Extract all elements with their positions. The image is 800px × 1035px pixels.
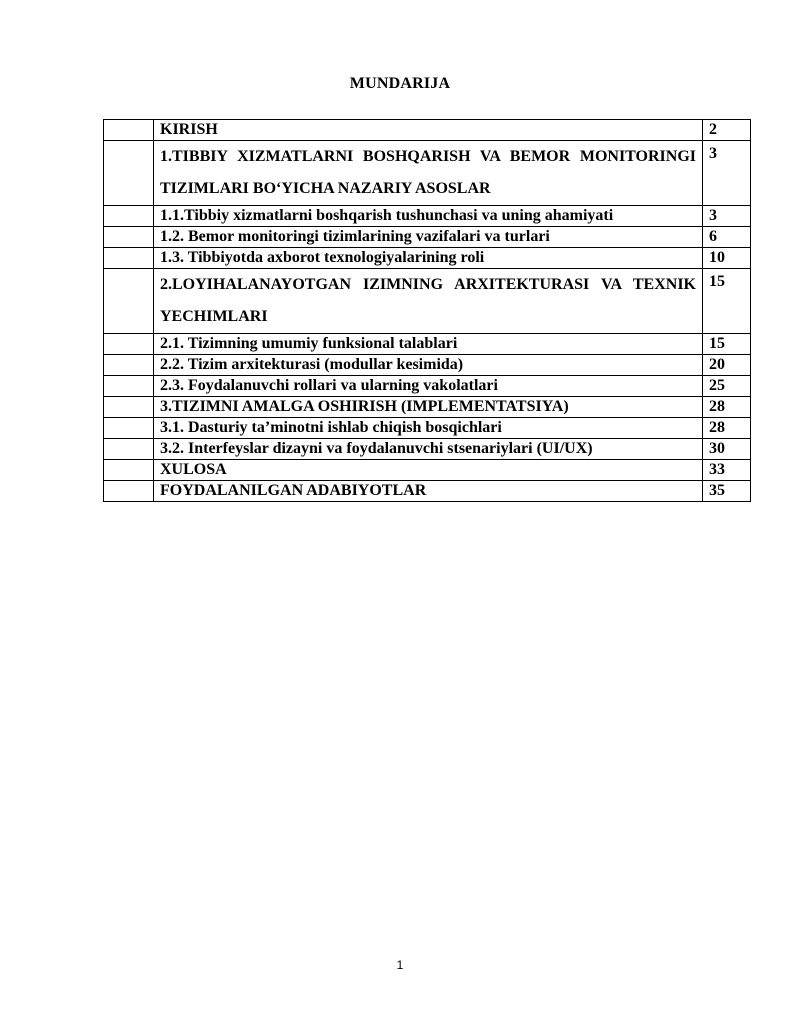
- toc-entry-page: 3: [703, 141, 751, 206]
- toc-entry-title: 1.TIBBIY XIZMATLARNI BOSHQARISH VA BEMOR MONITORINGI TIZIMLARI BO‘YICHA NAZARIY ASOSLAR: [154, 141, 703, 206]
- page-number: 1: [396, 958, 404, 972]
- toc-entry-title: FOYDALANILGAN ADABIYOTLAR: [154, 481, 703, 502]
- toc-blank-cell: [104, 460, 154, 481]
- toc-row: [104, 460, 751, 481]
- toc-entry-page: 15: [703, 269, 751, 334]
- toc-entry-title: 3.2. Interfeyslar dizayni va foydalanuvchi stsenariylari (UI/UX): [154, 439, 703, 460]
- table-of-contents: [103, 119, 751, 502]
- toc-row: [104, 334, 751, 355]
- toc-entry-title: XULOSA: [154, 460, 703, 481]
- toc-entry-title: 2.1. Tizimning umumiy funksional talablari: [154, 334, 703, 355]
- toc-row: [104, 248, 751, 269]
- toc-blank-cell: [104, 120, 154, 141]
- toc-entry-title: 2.2. Tizim arxitekturasi (modullar kesimida): [154, 355, 703, 376]
- toc-entry-title: 2.LOYIHALANAYOTGAN IZIMNING ARXITEKTURASI VA TEXNIK YECHIMLARI: [154, 269, 703, 334]
- toc-row: [104, 269, 751, 334]
- toc-blank-cell: [104, 397, 154, 418]
- toc-entry-page: 10: [703, 248, 751, 269]
- toc-row: [104, 439, 751, 460]
- toc-entry-page: 35: [703, 481, 751, 502]
- toc-entry-page: 2: [703, 120, 751, 141]
- toc-row: [104, 376, 751, 397]
- toc-entry-title: 1.1.Tibbiy xizmatlarni boshqarish tushunchasi va uning ahamiyati: [154, 206, 703, 227]
- toc-row: [104, 418, 751, 439]
- toc-entry-page: 20: [703, 355, 751, 376]
- toc-blank-cell: [104, 439, 154, 460]
- toc-blank-cell: [104, 418, 154, 439]
- toc-row: [104, 227, 751, 248]
- toc-entry-title: 1.3. Tibbiyotda axborot texnologiyalarining roli: [154, 248, 703, 269]
- toc-row: [104, 141, 751, 206]
- toc-blank-cell: [104, 227, 154, 248]
- toc-blank-cell: [104, 376, 154, 397]
- toc-entry-page: 33: [703, 460, 751, 481]
- toc-entry-page: 6: [703, 227, 751, 248]
- toc-entry-title: KIRISH: [154, 120, 703, 141]
- toc-blank-cell: [104, 269, 154, 334]
- toc-entry-page: 3: [703, 206, 751, 227]
- toc-blank-cell: [104, 206, 154, 227]
- toc-row: [104, 355, 751, 376]
- toc-blank-cell: [104, 481, 154, 502]
- toc-entry-page: 30: [703, 439, 751, 460]
- toc-blank-cell: [104, 141, 154, 206]
- toc-entry-page: 25: [703, 376, 751, 397]
- toc-row: [104, 397, 751, 418]
- toc-row: [104, 206, 751, 227]
- toc-entry-title: 2.3. Foydalanuvchi rollari va ularning vakolatlari: [154, 376, 703, 397]
- toc-blank-cell: [104, 248, 154, 269]
- toc-blank-cell: [104, 334, 154, 355]
- toc-entry-page: 15: [703, 334, 751, 355]
- toc-entry-page: 28: [703, 418, 751, 439]
- toc-row: [104, 120, 751, 141]
- toc-entry-page: 28: [703, 397, 751, 418]
- toc-entry-title: 3.TIZIMNI AMALGA OSHIRISH (IMPLEMENTATSIYA): [154, 397, 703, 418]
- toc-blank-cell: [104, 355, 154, 376]
- toc-row: [104, 481, 751, 502]
- page-title: MUNDARIJA: [349, 75, 451, 92]
- toc-entry-title: 3.1. Dasturiy ta’minotni ishlab chiqish bosqichlari: [154, 418, 703, 439]
- toc-entry-title: 1.2. Bemor monitoringi tizimlarining vazifalari va turlari: [154, 227, 703, 248]
